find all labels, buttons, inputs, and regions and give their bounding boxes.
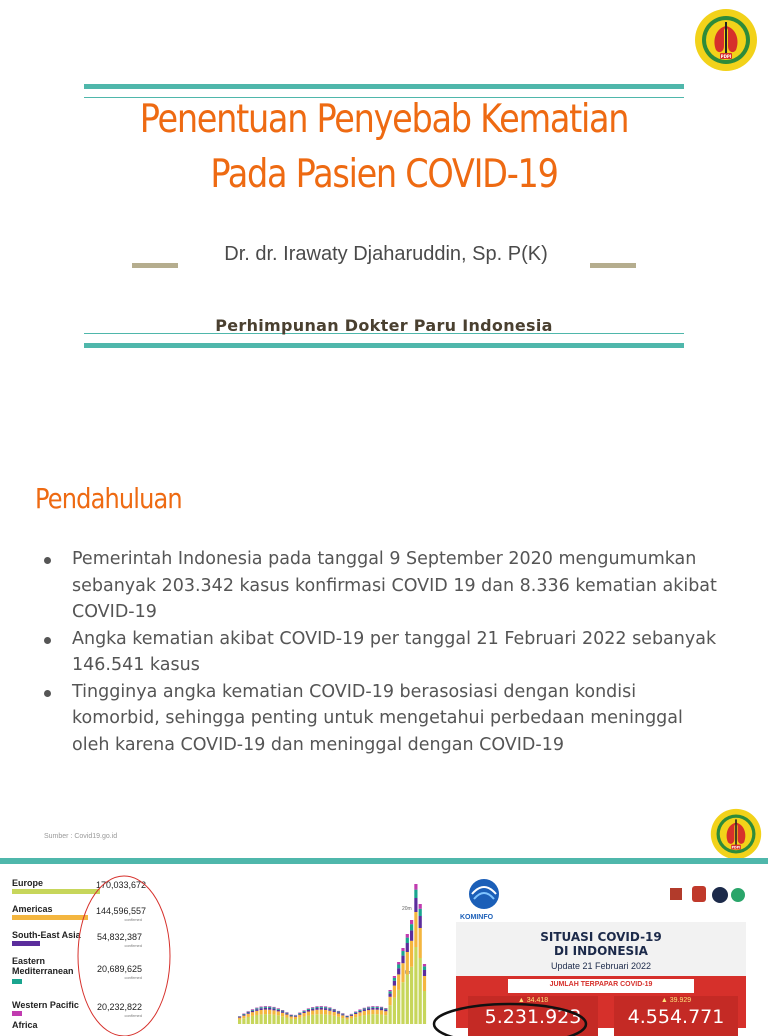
chart-bar-segment (358, 1016, 361, 1024)
region-sub: confirmed (96, 1013, 142, 1018)
bullet-line: Angka kematian akibat COVID-19 per tanggal 21 Februari 2022 sebanyak (72, 626, 736, 653)
chart-bar-segment (307, 1015, 310, 1024)
title-line-1: Penentuan Penyebab Kematian (105, 92, 662, 147)
chart-bar-segment (251, 1010, 254, 1011)
chart-bar-segment (247, 1014, 250, 1017)
chart-bar-segment (337, 1014, 340, 1017)
chart-bar-segment (337, 1011, 340, 1012)
situation-title-2: DI INDONESIA (456, 944, 746, 958)
chart-bar-segment (324, 1006, 327, 1007)
author-name: Dr. dr. Irawaty Djaharuddin, Sp. P(K) (186, 240, 586, 268)
chart-bar-segment (380, 1008, 383, 1010)
chart-bar-segment (238, 1020, 241, 1024)
chart-bar-segment (303, 1013, 306, 1016)
pdpi-logo-icon (710, 808, 762, 860)
chart-bar-segment (294, 1016, 297, 1017)
chart-bar-segment (251, 1012, 254, 1016)
bullet-icon (44, 637, 51, 644)
who-region-panel (0, 864, 430, 1024)
chart-bar-segment (376, 1007, 379, 1008)
chart-bar-segment (401, 963, 404, 982)
chart-bar-segment (281, 1011, 284, 1012)
author-dash-right (590, 263, 636, 268)
chart-bar-segment (251, 1016, 254, 1024)
chart-bar-segment (303, 1010, 306, 1011)
kominfo-label: KOMINFO (460, 914, 493, 921)
chart-bar-segment (333, 1016, 336, 1024)
chart-bar-segment (307, 1008, 310, 1009)
chart-bar-segment (285, 1013, 288, 1014)
region-value: 20,689,625 (96, 964, 142, 974)
chart-bar-segment (414, 912, 417, 947)
chart-bar-segment (341, 1014, 344, 1015)
chart-bar-segment (350, 1014, 353, 1015)
chart-bar-segment (294, 1017, 297, 1019)
chart-bar-segment (419, 958, 422, 1024)
chart-bar-segment (358, 1010, 361, 1011)
bullet-line: sebanyak 203.342 kasus konfirmasi COVID 19 dan 8.336 kematian akibat (72, 573, 736, 600)
chart-bar-segment (410, 930, 413, 940)
title-line-2: Pada Pasien COVID-19 (105, 147, 662, 202)
bullet-list (36, 546, 736, 758)
chart-bar-segment (376, 1008, 379, 1010)
chart-bar-segment (354, 1014, 357, 1017)
region-name: Europe (12, 878, 43, 888)
chart-bar-segment (315, 1014, 318, 1024)
chart-bar-segment (255, 1008, 258, 1009)
chart-bar-segment (260, 1010, 263, 1014)
region-bar (12, 1011, 22, 1016)
chart-bar-segment (341, 1015, 344, 1018)
chart-bar-segment (389, 1005, 392, 1024)
region-value: 144,596,557 (96, 906, 142, 916)
region-bar (12, 915, 88, 920)
page-title (105, 92, 662, 202)
chart-bar-segment (367, 1007, 370, 1008)
chart-bar-segment (367, 1008, 370, 1010)
value-highlight-ellipse (430, 1000, 590, 1030)
region-sub: confirmed (96, 917, 142, 922)
chart-bar-segment (346, 1017, 349, 1019)
chart-bar-segment (247, 1012, 250, 1013)
chart-bar-segment (260, 1007, 263, 1008)
top-rule-thick (84, 84, 684, 89)
organization-name: Perhimpunan Dokter Paru Indonesia (84, 316, 684, 335)
chart-bar-segment (238, 1018, 241, 1020)
right-value: 4.554.771 (614, 1006, 738, 1028)
chart-bar-segment (397, 964, 400, 968)
chart-bar-segment (423, 976, 426, 991)
chart-bar-segment (401, 948, 404, 951)
region-bar (12, 941, 40, 946)
chart-bar-segment (303, 1012, 306, 1013)
chart-bar-segment (358, 1009, 361, 1010)
chart-bar-segment (320, 1008, 323, 1010)
situation-title (456, 930, 746, 958)
chart-bar-segment (298, 1013, 301, 1014)
chart-bar-segment (268, 1007, 271, 1008)
chart-bar-segment (247, 1017, 250, 1024)
chart-bar-segment (371, 1006, 374, 1007)
chart-bar-segment (414, 890, 417, 898)
chart-bar-segment (333, 1010, 336, 1011)
right-delta: ▲ 39.929 (614, 997, 738, 1004)
chart-bar-segment (389, 990, 392, 991)
region-sub: confirmed (96, 975, 142, 980)
chart-bar-segment (380, 1010, 383, 1014)
chart-bar-segment (419, 909, 422, 916)
chart-bar-segment (350, 1016, 353, 1019)
chart-bar-segment (350, 1018, 353, 1024)
chart-bar-segment (320, 1007, 323, 1008)
chart-bar-segment (397, 968, 400, 974)
chart-bar-segment (397, 962, 400, 964)
chart-bar-segment (260, 1014, 263, 1024)
chart-bar-segment (281, 1013, 284, 1016)
chart-bar-segment (285, 1018, 288, 1024)
bullet-item (36, 679, 736, 759)
chart-bar-segment (255, 1009, 258, 1011)
left-delta-value: 34.418 (527, 997, 548, 1004)
chart-bar-segment (363, 1015, 366, 1024)
region-name: Americas (12, 904, 53, 914)
chart-bar-segment (264, 1007, 267, 1008)
chart-bar-segment (251, 1009, 254, 1010)
chart-bar-segment (303, 1011, 306, 1012)
chart-bar-segment (384, 1009, 387, 1010)
chart-bar-segment (238, 1017, 241, 1018)
highlight-ellipse (78, 864, 178, 1024)
chart-bar-segment (264, 1006, 267, 1007)
chart-bar-segment (260, 1008, 263, 1010)
chart-bar-segment (251, 1011, 254, 1012)
chart-bar-segment (315, 1006, 318, 1007)
chart-bar-segment (397, 990, 400, 1024)
chart-bar-segment (298, 1015, 301, 1018)
chart-bar-segment (346, 1019, 349, 1024)
chart-bar-segment (281, 1011, 284, 1012)
chart-bar-segment (324, 1014, 327, 1024)
chart-bar-segment (255, 1015, 258, 1024)
chart-bar-segment (315, 1007, 318, 1008)
chart-bar-segment (290, 1016, 293, 1017)
logo-text: PDPI (721, 54, 732, 59)
chart-bar-segment (371, 1010, 374, 1014)
chart-bar-segment (389, 991, 392, 993)
chart-bar-segment (393, 981, 396, 986)
chart-bar-segment (423, 966, 426, 970)
chart-bar-segment (337, 1011, 340, 1012)
chart-bar-segment (247, 1012, 250, 1013)
chart-bar-segment (363, 1008, 366, 1009)
chart-bar-segment (328, 1008, 331, 1009)
region-name: Eastern Mediterranean (12, 956, 92, 976)
chart-bar-segment (354, 1017, 357, 1024)
chart-bar-segment (363, 1009, 366, 1011)
bullet-icon (44, 690, 51, 697)
chart-bar-segment (389, 997, 392, 1006)
chart-bar-segment (264, 1010, 267, 1014)
chart-bar-segment (333, 1010, 336, 1012)
chart-bar-segment (320, 1006, 323, 1007)
chart-bar-segment (423, 991, 426, 1024)
chart-bar-segment (384, 1015, 387, 1024)
bottom-rule-thick (84, 343, 684, 348)
chart-bar-segment (380, 1007, 383, 1008)
chart-bar-segment (311, 1008, 314, 1009)
axis-tick-label: 20m (402, 906, 412, 912)
bullet-line: COVID-19 (72, 599, 736, 626)
chart-bar-segment (272, 1009, 275, 1011)
chart-bar-segment (307, 1010, 310, 1012)
chart-bar-segment (354, 1013, 357, 1014)
chart-bar-segment (268, 1014, 271, 1024)
section-heading: Pendahuluan (35, 480, 182, 518)
chart-bar-segment (303, 1016, 306, 1024)
chart-bar-segment (285, 1013, 288, 1014)
bullet-line: Tingginya angka kematian COVID-19 berasosiasi dengan kondisi (72, 679, 736, 706)
region-name: Western Pacific (12, 1000, 79, 1010)
region-value: 20,232,822 (96, 1002, 142, 1012)
chart-bar-segment (328, 1007, 331, 1008)
chart-bar-segment (371, 1007, 374, 1008)
chart-bar-segment (367, 1010, 370, 1014)
chart-bar-segment (328, 1011, 331, 1015)
bullet-line: oleh karena COVID-19 dan meninggal dengan COVID-19 (72, 732, 736, 759)
situation-title-1: SITUASI COVID-19 (456, 930, 746, 944)
chart-bar-segment (272, 1015, 275, 1024)
chart-bar-segment (268, 1008, 271, 1010)
chart-bar-segment (307, 1012, 310, 1016)
chart-bar-segment (315, 1010, 318, 1014)
chart-bar-segment (277, 1015, 280, 1024)
chart-bar-segment (272, 1010, 275, 1014)
chart-bar-segment (401, 982, 404, 1024)
chart-bar-segment (380, 1015, 383, 1024)
cases-banner-label: JUMLAH TERPAPAR COVID-19 (508, 981, 694, 988)
chart-bar-segment (324, 1008, 327, 1010)
chart-bar-segment (363, 1011, 366, 1015)
chart-bar-segment (401, 956, 404, 964)
chart-bar-segment (363, 1008, 366, 1009)
chart-bar-segment (242, 1014, 245, 1015)
chart-bar-segment (341, 1014, 344, 1015)
chart-bar-segment (406, 938, 409, 943)
chart-bar-segment (423, 970, 426, 976)
bullet-line: komorbid, sehingga penting untuk mengetahui perbedaan meninggal (72, 705, 736, 732)
chart-bar-segment (298, 1018, 301, 1024)
chart-bar-segment (294, 1015, 297, 1016)
chart-bar-segment (272, 1008, 275, 1009)
chart-bar-segment (268, 1006, 271, 1007)
chart-bar-segment (423, 964, 426, 966)
chart-bar-segment (406, 943, 409, 952)
chart-bar-segment (337, 1012, 340, 1013)
kominfo-logo-icon (464, 878, 504, 914)
chart-bar-segment (384, 1010, 387, 1012)
agency-logos-icon (668, 886, 748, 914)
chart-bar-segment (376, 1006, 379, 1007)
chart-bar-segment (393, 998, 396, 1024)
who-cases-chart (176, 864, 426, 1024)
region-value: 54,832,387 (96, 932, 142, 942)
chart-bar-segment (311, 1009, 314, 1011)
region-name: South-East Asia (12, 930, 81, 940)
chart-bar-segment (324, 1007, 327, 1008)
chart-bar-segment (242, 1015, 245, 1016)
chart-bar-segment (410, 967, 413, 1024)
region-name: Africa (12, 1020, 38, 1030)
bullet-line: Pemerintah Indonesia pada tanggal 9 September 2020 mengumumkan (72, 546, 736, 573)
chart-bar-segment (397, 974, 400, 990)
pdpi-logo-icon (694, 8, 758, 72)
chart-bar-segment (311, 1010, 314, 1014)
chart-bar-segment (393, 976, 396, 978)
chart-bar-segment (268, 1010, 271, 1014)
chart-bar-segment (376, 1010, 379, 1014)
chart-bar-segment (393, 978, 396, 981)
bullet-line: 146.541 kasus (72, 652, 736, 679)
chart-bar-segment (414, 884, 417, 890)
chart-bar-segment (281, 1010, 284, 1011)
chart-bar-segment (371, 1008, 374, 1010)
chart-bar-segment (277, 1008, 280, 1009)
chart-bar-segment (290, 1019, 293, 1024)
source-note: Sumber : Covid19.go.id (44, 833, 117, 840)
chart-bar-segment (242, 1018, 245, 1024)
chart-bar-segment (277, 1009, 280, 1010)
left-value: 5.231.923 (468, 1006, 598, 1028)
chart-bar-segment (272, 1007, 275, 1008)
chart-bar-segment (406, 975, 409, 1025)
chart-bar-segment (389, 993, 392, 996)
left-delta: ▲ 34.418 (468, 997, 598, 1004)
chart-bar-segment (346, 1017, 349, 1018)
chart-bar-segment (242, 1016, 245, 1019)
chart-bar-segment (264, 1008, 267, 1010)
update-date: Update 21 Februari 2022 (456, 961, 746, 971)
chart-bar-segment (350, 1015, 353, 1016)
chart-bar-segment (380, 1007, 383, 1008)
chart-bar-segment (410, 920, 413, 924)
bullet-item (36, 626, 736, 679)
chart-bar-segment (419, 928, 422, 958)
chart-bar-segment (419, 904, 422, 909)
chart-bar-segment (247, 1011, 250, 1012)
chart-bar-segment (324, 1010, 327, 1014)
chart-bar-segment (358, 1012, 361, 1016)
chart-bar-segment (285, 1015, 288, 1018)
chart-bar-segment (401, 951, 404, 956)
chart-bar-segment (419, 916, 422, 928)
chart-bar-segment (260, 1007, 263, 1008)
chart-bar-segment (255, 1008, 258, 1009)
chart-bar-segment (376, 1014, 379, 1024)
chart-bar-segment (281, 1016, 284, 1024)
right-delta-value: 39.929 (670, 997, 691, 1004)
chart-bar-segment (414, 947, 417, 1024)
chart-bar-segment (264, 1014, 267, 1024)
region-value: 170,033,672 (96, 880, 142, 890)
chart-bar-segment (290, 1016, 293, 1018)
chart-bar-segment (337, 1017, 340, 1024)
chart-bar-segment (410, 941, 413, 967)
chart-bar-segment (298, 1014, 301, 1015)
chart-bar-segment (414, 898, 417, 912)
chart-bar-segment (367, 1014, 370, 1024)
chart-bar-segment (328, 1015, 331, 1024)
region-bar (12, 979, 22, 984)
chart-bar-segment (384, 1011, 387, 1015)
chart-bar-segment (277, 1010, 280, 1012)
region-sub: confirmed (96, 943, 142, 948)
chart-bar-segment (354, 1012, 357, 1013)
chart-bar-segment (384, 1008, 387, 1009)
chart-bar-segment (277, 1011, 280, 1015)
chart-bar-segment (311, 1015, 314, 1024)
chart-bar-segment (320, 1014, 323, 1024)
chart-bar-segment (333, 1012, 336, 1016)
chart-bar-segment (406, 934, 409, 938)
chart-bar-segment (354, 1011, 357, 1012)
chart-bar-segment (311, 1007, 314, 1008)
chart-bar-segment (341, 1018, 344, 1024)
chart-bar-segment (315, 1008, 318, 1010)
chart-bar-segment (307, 1009, 310, 1010)
chart-bar-segment (371, 1014, 374, 1024)
chart-bar-segment (320, 1010, 323, 1014)
chart-bar-segment (333, 1009, 336, 1010)
chart-bar-segment (410, 924, 413, 930)
chart-bar-segment (358, 1011, 361, 1012)
chart-bar-segment (393, 986, 396, 998)
chart-bar-segment (367, 1007, 370, 1008)
author-dash-left (132, 263, 178, 268)
bullet-icon (44, 557, 51, 564)
chart-bar-segment (255, 1011, 258, 1015)
chart-bar-segment (294, 1019, 297, 1024)
chart-bar-segment (290, 1015, 293, 1016)
indonesia-situation-panel (436, 864, 768, 1024)
chart-bar-segment (328, 1009, 331, 1011)
chart-bar-segment (406, 952, 409, 975)
logo-text: PDPI (732, 846, 741, 850)
bullet-item (36, 546, 736, 626)
